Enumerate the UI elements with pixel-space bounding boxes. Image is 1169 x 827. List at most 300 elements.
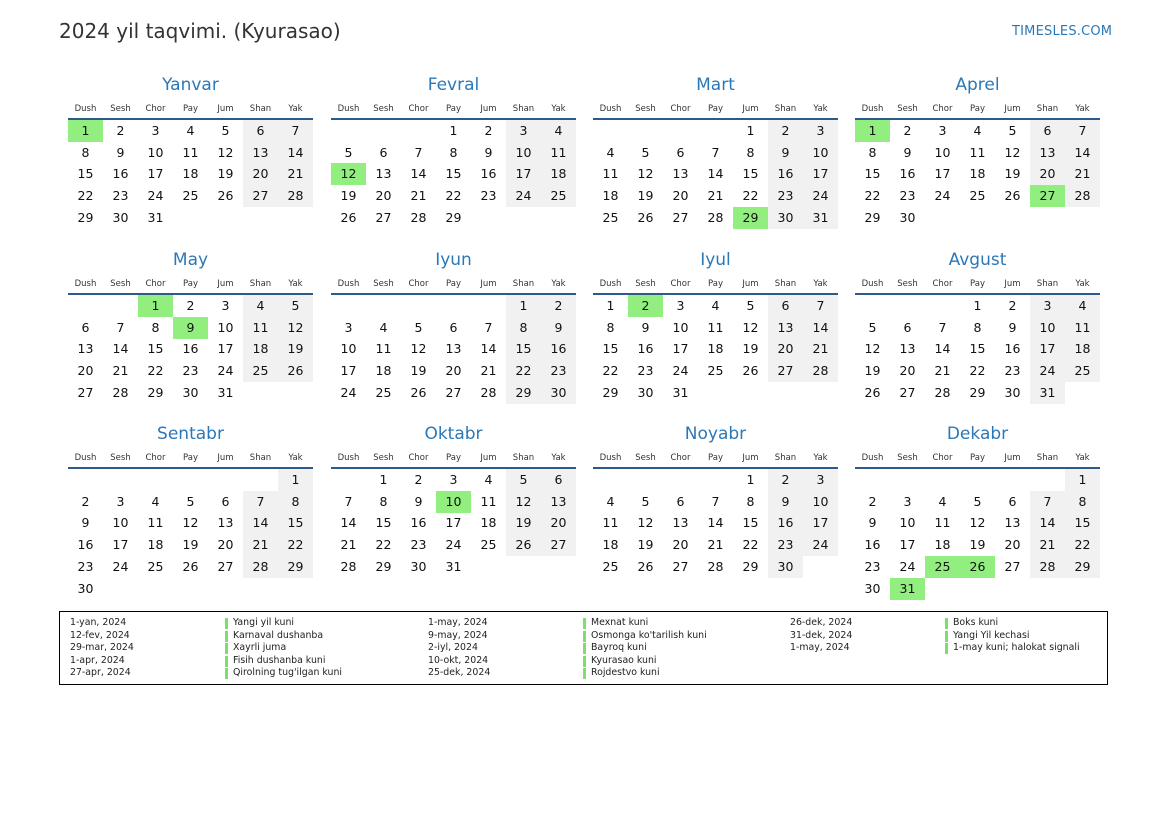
day-cell: 6: [379, 144, 388, 160]
weekday-header: [593, 279, 838, 291]
day-cell: 30: [637, 384, 654, 400]
weekday-label: Shan: [512, 104, 535, 114]
weekday-label: Pay: [183, 279, 198, 289]
day-cell: 18: [480, 515, 497, 531]
day-cell: 30: [864, 580, 881, 596]
day-cell: 2: [768, 469, 803, 491]
day-cell: 16: [768, 163, 803, 185]
legend-date: 12-fev, 2024: [70, 629, 130, 641]
day-cell: 18: [602, 188, 619, 204]
day-cell: 24: [934, 188, 951, 204]
holiday-day: 29: [733, 207, 768, 229]
holiday-day: 1: [855, 120, 890, 142]
day-cell: 24: [147, 188, 164, 204]
day-cell: 12: [969, 515, 986, 531]
day-cell: 10: [506, 142, 541, 164]
legend-holiday-name: Osmonga ko'tarilish kuni: [591, 629, 707, 641]
day-cell: 19: [637, 188, 654, 204]
legend-holiday-name: 1-may kuni; halokat signali: [953, 642, 1080, 654]
day-cell: 14: [278, 142, 313, 164]
weekday-label: Jum: [480, 279, 497, 289]
weekday-label: Chor: [408, 279, 429, 289]
day-cell: 23: [541, 360, 576, 382]
day-cell: 19: [340, 188, 357, 204]
weekday-label: Sesh: [897, 453, 918, 463]
weekday-label: Jum: [742, 104, 759, 114]
day-cell: 2: [768, 120, 803, 142]
day-cell: 2: [1008, 298, 1017, 313]
day-cell: 23: [637, 363, 654, 379]
day-cell: 16: [637, 341, 654, 357]
holiday-marker: [945, 631, 948, 642]
day-cell: 30: [1004, 384, 1021, 400]
day-cell: 4: [606, 493, 615, 509]
day-cell: 26: [637, 209, 654, 225]
day-cell: 11: [602, 515, 619, 531]
day-cell: 13: [375, 166, 392, 182]
day-cell: 25: [602, 558, 619, 574]
legend-date: 9-may, 2024: [428, 629, 488, 641]
legend-date: 1-yan, 2024: [70, 617, 127, 628]
day-cell: 15: [77, 166, 94, 182]
day-cell: 1: [1065, 469, 1100, 491]
weekday-label: Dush: [861, 104, 884, 114]
day-cell: 7: [116, 319, 125, 335]
holiday-day: 1: [68, 120, 103, 142]
day-cell: 25: [969, 188, 986, 204]
day-cell: 24: [899, 558, 916, 574]
day-cell: 4: [541, 120, 576, 142]
day-cell: 11: [480, 493, 497, 509]
day-cell: 21: [278, 163, 313, 185]
day-cell: 13: [768, 317, 803, 339]
day-cell: 4: [151, 493, 160, 509]
day-grid: [68, 125, 313, 257]
weekday-label: Sesh: [635, 104, 656, 114]
day-cell: 3: [903, 493, 912, 509]
holiday-marker: [583, 643, 586, 654]
day-cell: 10: [217, 319, 234, 335]
day-cell: 3: [676, 298, 685, 313]
day-cell: 13: [243, 142, 278, 164]
day-cell: 20: [375, 188, 392, 204]
day-cell: 17: [1030, 338, 1065, 360]
day-cell: 15: [742, 515, 759, 531]
day-grid: [855, 300, 1100, 432]
day-cell: 6: [676, 144, 685, 160]
day-cell: 9: [768, 491, 803, 513]
day-grid: [68, 300, 313, 432]
day-cell: 16: [541, 338, 576, 360]
weekday-label: Jum: [217, 104, 234, 114]
holiday-marker: [583, 618, 586, 629]
day-cell: 24: [803, 534, 838, 556]
day-cell: 30: [77, 580, 94, 596]
day-cell: 23: [768, 185, 803, 207]
month-name: Sentabr: [157, 424, 224, 444]
day-cell: 5: [746, 298, 755, 313]
day-cell: 29: [864, 209, 881, 225]
weekday-label: Shan: [774, 104, 797, 114]
day-cell: 15: [742, 166, 759, 182]
day-cell: 27: [1004, 558, 1021, 574]
day-cell: 28: [707, 558, 724, 574]
day-cell: 8: [151, 319, 160, 335]
day-cell: 22: [602, 363, 619, 379]
day-cell: 30: [541, 382, 576, 404]
day-cell: 13: [541, 491, 576, 513]
day-cell: 23: [899, 188, 916, 204]
day-cell: 9: [81, 515, 90, 531]
day-cell: 1: [278, 469, 313, 491]
day-cell: 17: [445, 515, 462, 531]
day-cell: 21: [410, 188, 427, 204]
holiday-day: 26: [960, 556, 995, 578]
day-grid: [593, 474, 838, 606]
day-cell: 26: [1004, 188, 1021, 204]
weekday-label: Sesh: [373, 104, 394, 114]
day-cell: 12: [410, 341, 427, 357]
day-cell: 13: [445, 341, 462, 357]
month-name: Aprel: [955, 75, 1000, 95]
day-cell: 28: [340, 558, 357, 574]
weekday-label: Jum: [217, 279, 234, 289]
weekday-label: Sesh: [897, 104, 918, 114]
day-cell: 6: [1030, 120, 1065, 142]
legend-holiday-name: Rojdestvo kuni: [591, 667, 660, 679]
day-cell: 29: [147, 384, 164, 400]
weekday-label: Dush: [337, 104, 360, 114]
weekday-label: Pay: [183, 104, 198, 114]
day-cell: 7: [803, 295, 838, 317]
day-grid: [855, 474, 1100, 606]
day-cell: 28: [112, 384, 129, 400]
day-grid: [593, 125, 838, 257]
day-grid: [331, 300, 576, 432]
day-cell: 3: [344, 319, 353, 335]
holiday-day: 1: [138, 295, 173, 317]
day-cell: 27: [541, 534, 576, 556]
day-cell: 24: [672, 363, 689, 379]
day-cell: 29: [742, 558, 759, 574]
day-cell: 21: [803, 338, 838, 360]
day-cell: 29: [77, 209, 94, 225]
day-cell: 20: [541, 512, 576, 534]
day-cell: 25: [480, 537, 497, 553]
day-cell: 24: [340, 384, 357, 400]
weekday-label: Pay: [446, 104, 461, 114]
day-cell: 12: [278, 317, 313, 339]
day-cell: 6: [243, 120, 278, 142]
day-cell: 22: [375, 537, 392, 553]
day-cell: 5: [344, 144, 353, 160]
month-name: Yanvar: [162, 75, 219, 95]
day-cell: 2: [541, 295, 576, 317]
day-cell: 21: [1065, 163, 1100, 185]
day-cell: 18: [147, 537, 164, 553]
day-cell: 14: [803, 317, 838, 339]
day-cell: 3: [506, 120, 541, 142]
weekday-label: Yak: [1075, 279, 1090, 289]
day-cell: 5: [414, 319, 423, 335]
weekday-label: Shan: [512, 453, 535, 463]
day-cell: 29: [278, 556, 313, 578]
day-cell: 28: [278, 185, 313, 207]
day-cell: 27: [243, 185, 278, 207]
day-cell: 4: [484, 472, 493, 487]
day-cell: 15: [864, 166, 881, 182]
month-name: Mart: [696, 75, 735, 95]
day-cell: 10: [672, 319, 689, 335]
day-cell: 21: [934, 363, 951, 379]
weekday-label: Jum: [742, 453, 759, 463]
day-cell: 24: [803, 185, 838, 207]
day-cell: 8: [746, 144, 755, 160]
day-cell: 26: [340, 209, 357, 225]
day-cell: 17: [506, 163, 541, 185]
day-cell: 31: [1030, 382, 1065, 404]
day-cell: 12: [864, 341, 881, 357]
weekday-label: Jum: [480, 453, 497, 463]
day-cell: 7: [938, 319, 947, 335]
day-cell: 24: [506, 185, 541, 207]
day-grid: [593, 300, 838, 432]
day-cell: 3: [151, 123, 160, 138]
day-cell: 5: [1008, 123, 1017, 138]
day-cell: 13: [672, 166, 689, 182]
day-cell: 14: [1065, 142, 1100, 164]
holiday-day: 9: [173, 317, 208, 339]
weekday-label: Yak: [551, 279, 566, 289]
day-cell: 6: [541, 469, 576, 491]
day-cell: 16: [1004, 341, 1021, 357]
day-cell: 16: [480, 166, 497, 182]
day-cell: 9: [1008, 319, 1017, 335]
day-cell: 26: [217, 188, 234, 204]
day-cell: 21: [340, 537, 357, 553]
weekday-header: [855, 453, 1100, 465]
holiday-marker: [583, 656, 586, 667]
day-cell: 23: [112, 188, 129, 204]
weekday-label: Shan: [1036, 453, 1059, 463]
day-cell: 23: [768, 534, 803, 556]
day-cell: 8: [379, 493, 388, 509]
day-cell: 15: [969, 341, 986, 357]
weekday-label: Jum: [480, 104, 497, 114]
weekday-label: Shan: [774, 453, 797, 463]
month-name: Dekabr: [946, 424, 1009, 444]
day-cell: 20: [1030, 163, 1065, 185]
day-cell: 28: [803, 360, 838, 382]
holiday-day: 27: [1030, 185, 1065, 207]
weekday-label: Chor: [932, 104, 953, 114]
day-cell: 1: [449, 123, 458, 138]
day-cell: 4: [1065, 295, 1100, 317]
day-cell: 19: [637, 537, 654, 553]
holiday-marker: [225, 643, 228, 654]
weekday-label: Pay: [970, 453, 985, 463]
weekday-label: Jum: [742, 279, 759, 289]
day-cell: 21: [1030, 534, 1065, 556]
day-cell: 29: [1065, 556, 1100, 578]
weekday-label: Jum: [1004, 453, 1021, 463]
day-cell: 9: [868, 515, 877, 531]
weekday-label: Dush: [337, 279, 360, 289]
day-cell: 10: [147, 144, 164, 160]
holiday-marker: [945, 618, 948, 629]
day-cell: 18: [1065, 338, 1100, 360]
weekday-label: Shan: [249, 279, 272, 289]
day-cell: 28: [1030, 556, 1065, 578]
day-cell: 10: [899, 515, 916, 531]
day-cell: 27: [672, 209, 689, 225]
weekday-label: Yak: [288, 104, 303, 114]
weekday-label: Pay: [446, 279, 461, 289]
day-cell: 19: [278, 338, 313, 360]
day-cell: 5: [221, 123, 230, 138]
day-cell: 21: [480, 363, 497, 379]
day-cell: 15: [278, 512, 313, 534]
day-cell: 22: [742, 537, 759, 553]
weekday-label: Jum: [217, 453, 234, 463]
day-cell: 3: [803, 120, 838, 142]
day-cell: 12: [182, 515, 199, 531]
day-cell: 25: [375, 384, 392, 400]
day-cell: 9: [903, 144, 912, 160]
day-cell: 28: [243, 556, 278, 578]
day-cell: 14: [410, 166, 427, 182]
day-cell: 6: [449, 319, 458, 335]
weekday-label: Chor: [932, 279, 953, 289]
weekday-label: Chor: [145, 453, 166, 463]
legend-date: 31-dek, 2024: [790, 629, 853, 641]
day-cell: 27: [375, 209, 392, 225]
holiday-marker: [583, 668, 586, 679]
weekday-label: Yak: [1075, 104, 1090, 114]
day-cell: 11: [707, 319, 724, 335]
day-cell: 8: [606, 319, 615, 335]
weekday-label: Dush: [599, 453, 622, 463]
day-cell: 18: [243, 338, 278, 360]
day-cell: 6: [221, 493, 230, 509]
weekday-label: Pay: [446, 453, 461, 463]
legend-date: 10-okt, 2024: [428, 654, 489, 666]
day-cell: 26: [637, 558, 654, 574]
day-cell: 3: [938, 123, 947, 138]
weekday-label: Chor: [670, 279, 691, 289]
day-cell: 22: [742, 188, 759, 204]
day-cell: 4: [606, 144, 615, 160]
day-cell: 8: [506, 317, 541, 339]
day-cell: 18: [375, 363, 392, 379]
weekday-label: Chor: [145, 104, 166, 114]
day-cell: 12: [637, 166, 654, 182]
day-cell: 17: [340, 363, 357, 379]
weekday-label: Pay: [708, 279, 723, 289]
day-cell: 6: [81, 319, 90, 335]
legend-date: 2-iyl, 2024: [428, 642, 478, 654]
day-cell: 27: [768, 360, 803, 382]
day-cell: 26: [864, 384, 881, 400]
weekday-label: Dush: [861, 279, 884, 289]
day-cell: 27: [217, 558, 234, 574]
weekday-label: Yak: [551, 453, 566, 463]
day-cell: 14: [1030, 512, 1065, 534]
day-cell: 6: [903, 319, 912, 335]
day-cell: 14: [112, 341, 129, 357]
page-title: 2024 yil taqvimi. (Kyurasao): [59, 19, 341, 43]
day-cell: 19: [1004, 166, 1021, 182]
day-cell: 20: [217, 537, 234, 553]
weekday-label: Chor: [408, 104, 429, 114]
day-cell: 8: [746, 493, 755, 509]
legend-date: 27-apr, 2024: [70, 667, 131, 679]
weekday-label: Sesh: [110, 453, 131, 463]
day-cell: 11: [182, 144, 199, 160]
day-grid: [68, 474, 313, 606]
weekday-label: Dush: [74, 104, 97, 114]
site-link[interactable]: TIMESLES.COM: [1012, 24, 1113, 39]
day-cell: 9: [641, 319, 650, 335]
day-cell: 1: [379, 472, 388, 487]
day-cell: 17: [934, 166, 951, 182]
day-cell: 3: [449, 472, 458, 487]
day-cell: 2: [484, 123, 493, 138]
day-cell: 6: [676, 493, 685, 509]
day-cell: 26: [278, 360, 313, 382]
day-cell: 3: [803, 469, 838, 491]
legend-date: 26-dek, 2024: [790, 617, 853, 628]
day-cell: 15: [602, 341, 619, 357]
weekday-label: Shan: [249, 453, 272, 463]
day-cell: 13: [217, 515, 234, 531]
legend-date: 29-mar, 2024: [70, 642, 134, 654]
day-cell: 31: [672, 384, 689, 400]
day-cell: 20: [77, 363, 94, 379]
legend-holiday-name: Bayroq kuni: [591, 642, 647, 654]
month-name: Fevral: [427, 75, 480, 95]
day-cell: 8: [868, 144, 877, 160]
day-cell: 16: [112, 166, 129, 182]
day-cell: 7: [1065, 120, 1100, 142]
day-cell: 1: [506, 295, 541, 317]
weekday-label: Pay: [708, 453, 723, 463]
day-cell: 25: [602, 209, 619, 225]
day-cell: 23: [480, 188, 497, 204]
legend-holiday-name: Yangi Yil kechasi: [953, 629, 1030, 641]
day-cell: 5: [506, 469, 541, 491]
weekday-label: Yak: [551, 104, 566, 114]
weekday-label: Dush: [74, 453, 97, 463]
day-cell: 17: [672, 341, 689, 357]
legend-date: 1-may, 2024: [428, 617, 488, 628]
holiday-marker: [225, 618, 228, 629]
day-cell: 19: [864, 363, 881, 379]
day-cell: 27: [672, 558, 689, 574]
holiday-legend: [59, 611, 1108, 685]
day-cell: 16: [77, 537, 94, 553]
day-cell: 27: [445, 384, 462, 400]
day-cell: 23: [864, 558, 881, 574]
day-cell: 23: [410, 537, 427, 553]
day-cell: 7: [278, 120, 313, 142]
day-cell: 26: [182, 558, 199, 574]
day-cell: 4: [379, 319, 388, 335]
day-cell: 17: [217, 341, 234, 357]
day-cell: 23: [77, 558, 94, 574]
day-cell: 7: [344, 493, 353, 509]
day-cell: 28: [934, 384, 951, 400]
